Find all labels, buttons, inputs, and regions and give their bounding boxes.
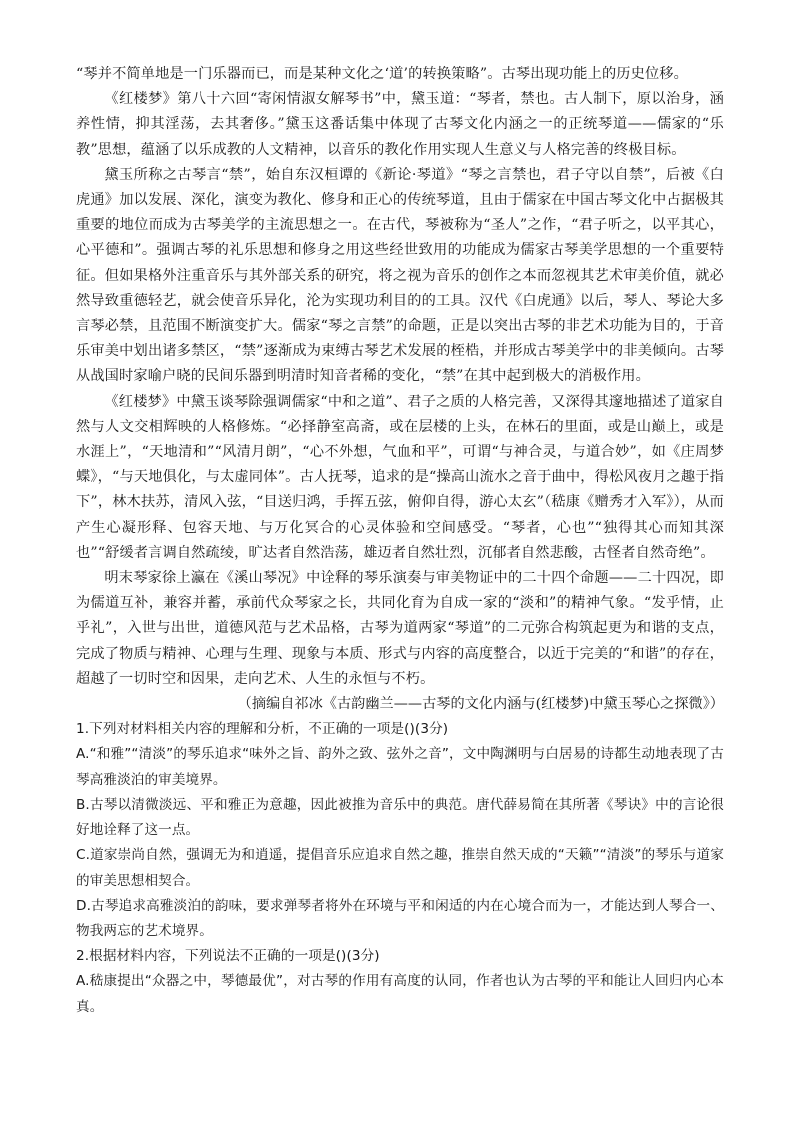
article-paragraph-5: 明末琴家徐上瀛在《溪山琴况》中诠释的琴乐演奏与审美物证中的二十四个命题——二十四况，即为儒道互补，兼容并蓄，承前代众琴家之长，共同化育为自成一家的“淡和”的精神气象。“发乎情，止乎礼”，入世与出世，道德风范与艺术品格，古琴为道两家“琴道”的二元弥合构筑起更为和谐的支点，完成了物质与精神、心理与生理、现象与本质、形式与内容的高度整合，以近于完美的“和谐”的存在，超越了一切时空和因果，走向艺术、人生的永恒与不朽。 (76, 570, 724, 687)
article-paragraph-1: “琴并不简单地是一门乐器而已，而是某种文化之‘道’的转换策略”。古琴出现功能上的历史位移。 (76, 66, 688, 82)
question-1-option-d: D.古琴追求高雅淡泊的韵味，要求弹琴者将外在环境与平和闲适的内在心境合而为一，才能达到人琴合一、物我两忘的艺术境界。 (76, 897, 724, 939)
question-1-stem: 1.下列对材料相关内容的理解和分析，不正确的一项是()(3分) (76, 721, 449, 738)
question-2-option-a: A.嵇康提出“众器之中，琴德最优”，对古琴的作用有高度的认同，作者也认为古琴的平和能让人回归内心本真。 (76, 973, 724, 1015)
question-2-stem: 2.根据材料内容，下列说法不正确的一项是()(3分) (76, 948, 380, 965)
question-1-option-c: C.道家崇尚自然，强调无为和逍遥，提倡音乐应追求自然之趣，推崇自然天成的“天籁”“清淡”的琴乐与道家的审美思想相契合。 (76, 847, 724, 889)
article-source-citation: （摘编自祁冰《古韵幽兰——古琴的文化内涵与(红楼梦)中黛玉琴心之探微》） (237, 696, 724, 713)
question-section (76, 717, 724, 1019)
question-1-option-a: A.“和雅”“清淡”的琴乐追求“味外之旨、韵外之致、弦外之音”，文中陶渊明与白居易的诗都生动地表现了古琴高雅淡泊的审美境界。 (76, 746, 724, 788)
article-body (76, 62, 724, 692)
question-1-option-b: B.古琴以清微淡远、平和雅正为意趣，因此被推为音乐中的典范。唐代薛易简在其所著《琴诀》中的言论很好地诠释了这一点。 (76, 796, 724, 839)
article-paragraph-3: 黛玉所称之古琴言“禁”，始自东汉桓谭的《新论·琴道》“琴之言禁也，君子守以自禁”，后被《白虎通》加以发展、深化，演变为教化、修身和正心的传统琴道，且由于儒家在中国古琴文化中占据极其重要的地位而成为古琴美学的主流思想之一。在古代，琴被称为“圣人”之作，“君子听之，以平其心，心平德和”。强调古琴的礼乐思想和修身之用这些经世致用的功能成为儒家古琴美学思想的一个重要特征。但如果格外注重音乐与其外部关系的研究，将之视为音乐的创作之本而忽视其艺术审美价值，就必然导致重德轻艺，就会使音乐异化，沦为实现功利目的的工具。汉代《白虎通》以后，琴人、琴论大多言琴必禁，且范围不断演变扩大。儒家“琴之言禁”的命题，正是以突出古琴的非艺术功能为目的，于音乐审美中划出诸多禁区，“禁”逐渐成为束缚古琴艺术发展的桎梏，并形成古琴美学中的非美倾向。古琴从战国时家喻户晓的民间乐器到明清时知音者稀的变化，“禁”在其中起到极大的消极作用。 (76, 166, 724, 385)
article-paragraph-4: 《红楼梦》中黛玉谈琴除强调儒家“中和之道”、君子之质的人格完善，又深得其邃地描述了道家自然与人文交相辉映的人格修炼。“必择静室高斋，或在层楼的上头，在林石的里面，或是山巅上，或是水涯上”，“天地清和”“风清月朗”，“心不外想，气血和平”，可谓“与神合灵，与道合妙”，如《庄周梦蝶》，“与天地俱化，与太虚同体”。古人抚琴，追求的是“操高山流水之音于曲中，得松风夜月之趣于指下”，林木扶苏，清风入弦，“目送归鸿，手挥五弦，俯仰自得，游心太玄”（嵇康《赠秀才入军》），从而产生心凝形释、包容天地、与万化冥合的心灵体验和空间感受。“琴者，心也”“独得其心而知其深也”“舒缓者言调自然疏绫，旷达者自然浩荡，雄迈者自然壮烈，沉郁者自然悲酸，古怪者自然奇绝”。 (76, 393, 724, 561)
article-paragraph-2: 《红楼梦》第八十六回“寄闲情淑女解琴书”中，黛玉道：“琴者，禁也。古人制下，原以治身，涵养性情，抑其淫荡，去其奢侈。”黛玉这番话集中体现了古琴文化内涵之一的正统琴道——儒家的“乐教”思想，蕴涵了以乐成教的人文精神，以音乐的教化作用实现人生意义与人格完善的终极目标。 (76, 91, 724, 158)
